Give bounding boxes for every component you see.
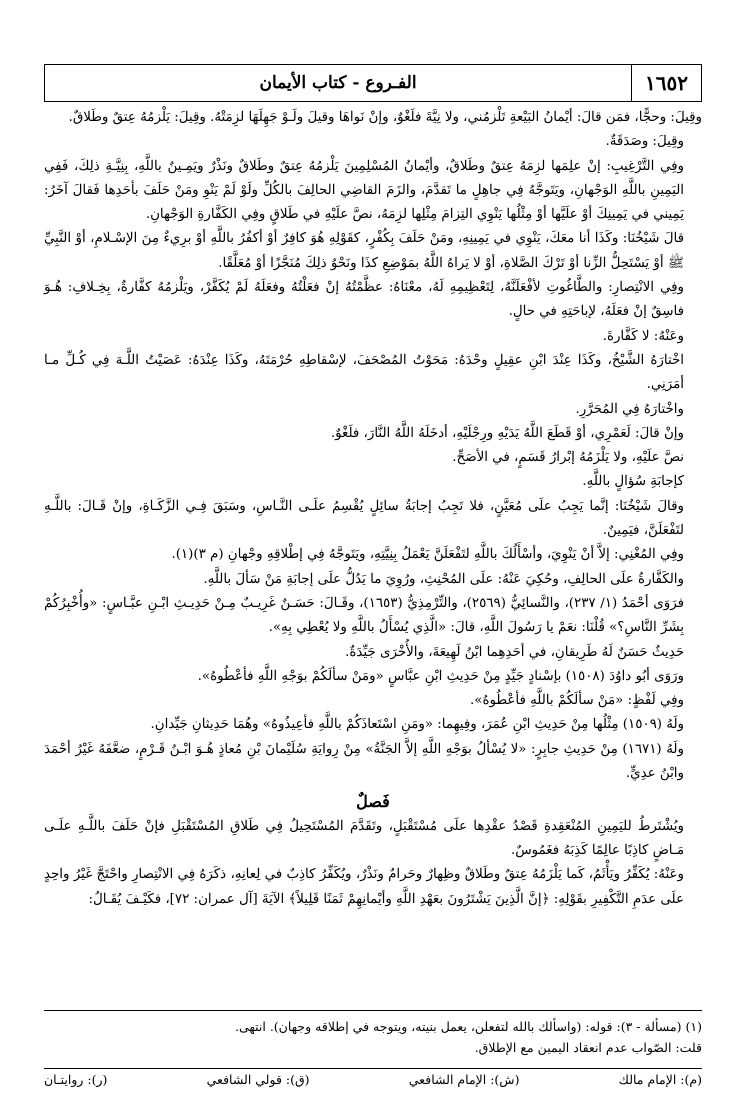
paragraph: وفِي المُغْنِي: إلاَّ أنْ يَنْوِيَ، وأسْأَلُكَ باللَّهِ لتَفْعَلَنَّ يَعْمَلُ بِنِيَّتِهِ، ويَتَوجَّهُ فِي إطْلاقِهِ وجْهانِ (م ٣)(١). — [171, 547, 684, 563]
section-heading: فَصلٌ — [356, 792, 390, 812]
page-number: ١٦٥٢ — [631, 65, 701, 101]
paragraph: نصَّ علَيْهِ، ولا يَلْزَمُهُ إبْرارُ قَسَمٍ، في الأصَحِّ. — [452, 450, 684, 466]
paragraph: كإجابَةِ سُؤالٍ باللَّهِ. — [582, 474, 684, 490]
legend-item-m: (م): الإمام مالك — [618, 1072, 702, 1087]
paragraph: ولَهُ (١٥٠٩) مِثْلُها مِنْ حَدِيثِ ابْنِ عُمَرَ، وفِيهِما: «ومَنِ اسْتَعاذَكُمْ باللَّهِ فأعِيذُوهُ» وهُمَا حَدِيثانِ جَيِّدانِ. — [150, 717, 684, 733]
legend-item-r: (ر): روايتـان — [44, 1072, 108, 1087]
paragraph: وفِي الانْتِصارِ: والطَّاغُوتِ لأفْعَلَنَّهُ، لِتَعْظِيمِهِ لَهُ، معْنَاهُ: عظَّمْتُهُ إنْ فعَلْتُهُ وفعَلَهُ لَمْ يُكَفَّرْ، ويَلْزمُهُ كفَّارةٌ، بِخِـلافِ: هُـوَ فاسِقٌ إنْ فعَلَهُ، لإباحَتِهِ في حالٍ. — [44, 280, 684, 320]
abbreviation-legend — [44, 1072, 702, 1094]
footnote: قلت: الصّواب عدم انعقاد اليمين مع الإطلاق. — [474, 1040, 702, 1055]
paragraph: حَدِيثٌ حَسَنٌ لَهُ طَرِيقانِ، في أحَدِهِما ابْنُ لَهِيعَةَ، والأُخْرَى جَيِّدَةٌ. — [345, 644, 684, 660]
paragraph: وعَنْهُ: يُكَفِّرُ ويَأْثَمُ، كَما يَلْزَمُهُ عِتقٌ وطَلاقٌ وظِهارٌ وحَرامٌ ونَذْرٌ، ويُكَفِّرُ كاذِبٌ في لِعانِهِ، ذكَرَهُ فِي الانْتِصارِ واحْتَجَّ غَيْرُ واحِدٍ علَى عدَمِ التَّكْفِيرِ بقَوْلِهِ: ﴿إنَّ الَّذِينَ يَشْتَرُونَ بعَهْدِ اللَّهِ وأيْمانِهِمْ ثَمَنًا قَلِيلاً﴾ الآيَةَ [آل عمران: ٧٢]، فكَيْـفَ يُقَـالُ: — [44, 867, 684, 907]
footnote-divider — [44, 1010, 702, 1011]
paragraph: واخْتارَهُ فِي المُحَرَّرِ. — [575, 401, 684, 417]
legend-item-q: (ق): قولي الشافعي — [206, 1072, 310, 1087]
page-header — [44, 64, 702, 102]
main-text — [44, 106, 702, 912]
page-title: الفـروع - كتاب الأيمان — [259, 73, 417, 93]
paragraph: فرَوَى أحْمَدُ (١/ ٢٣٧)، والنَّسائِيُّ (٢٥٦٩)، والتِّرْمِذِيُّ (١٦٥٣)، وقَـالَ: حَسَـنٌ غَرِيـبٌ مِـنْ حَدِيـثِ ابْـنِ عبَّـاسٍ: «وأُخْبِرُكُمْ بِشَرِّ النَّاسِ؟» قُلْنَا: نعَمْ يا رَسُولَ اللَّهِ، قالَ: «الَّذِي يُسْأَلُ باللَّهِ ولا يُعْطِي بِهِ». — [44, 595, 684, 636]
paragraph: وقالَ شَيْخُنَا: إنَّما يَجِبُ علَى مُعَيَّنٍ، فلا تَجِبُ إجابَةُ سائِلٍ يُقْسِمُ علَـى النَّـاسِ، وسَبَقَ فِـي الزَّكَـاةِ، وإنْ قَـالَ: باللَّـهِ لتَفْعَلَنَّ، فيَمِينٌ. — [44, 498, 684, 539]
footnotes — [44, 1016, 702, 1058]
paragraph: وإنْ قالَ: لَعَمْرِي، أوْ قَطَعَ اللَّهُ يَدَيْهِ ورِجْلَيْهِ، أدخَلَهُ اللَّهُ النَّارَ، فلَغْوٌ. — [330, 425, 684, 441]
paragraph: وقِيلَ: وحجًّا، فمَن قالَ: أيْمانُ البَيْعةِ تَلْزمُني، ولا نِيَّةَ فلَغْوٌ، وإنْ نَواهَا وقيلَ ولَـوْ جَهِلَهَا لزِمَتْهُ. وقِيلَ: يَلْزمُهُ عِتقٌ وطَلاقٌ. — [68, 110, 702, 125]
paragraph: والكَفَّارةُ علَى الحالِفِ، وحُكِيَ عَنْهُ: علَى المُحْنِثِ، ورُوِيَ ما يَدُلُّ علَى إجابَةِ مَنْ سَألَ باللَّهِ. — [203, 571, 684, 587]
paragraph: قالَ شَيْخُنَا: وكَذَا أنا معَكَ، يَنْوِي في يَمِينِهِ، ومَنْ حَلَفَ بِكُفْرٍ، كقَوْلِهِ هُوَ كافِرٌ أوْ أكفُرُ باللَّهِ أوْ برِيءٌ مِنَ الإسْـلامِ، أوْ النَّبِيِّ ﷺ أوْ يَسْتَحِلُّ الزِّنا أوْ تَرْكَ الصَّلاةِ، أوْ لا يَراهُ اللَّهُ بمَوْضِعِ كذَا ونَحْوُ ذلِكَ مُنَجَّزًا أوْ مُعَلَّقًا. — [44, 231, 684, 271]
paragraph: ويُشْتَرطُ لليَمِينِ المُنْعَقِدةِ قَصْدُ عقْدِها علَى مُسْتَقْبَلٍ، وتَقَدَّمَ المُسْتَحِيلُ فِي طَلاقِ المُسْتَقْبَلِ فإنْ حَلَفَ باللَّـهِ علَـى مَـاضٍ كاذِبًا عالِمًا كَذِبَهُ فغَمُوسٌ. — [44, 818, 684, 858]
legend-item-sh: (ش): الإمام الشافعي — [408, 1072, 520, 1087]
paragraph: وفِي التَّرْغِيبِ: إنْ علِمَها لزِمَهُ عِتقٌ وطَلاقٌ، وأيْمانُ المُسْلِمِينَ يَلْزمُهُ عِتقٌ وطَلاقٌ ونَذْرٌ ويَمِـينٌ باللَّهِ، بِنِيَّـةِ ذلِكَ، فَفِي اليَمِينِ باللَّهِ الوَجْهانِ، ويَتَوجَّهُ فِي جاهِلٍ ما تَقدَّمَ، والزَمَ القاضِي الحالِفَ بالكُلِّ ولَوْ لَمْ يَنْوِ ومَنْ حَلَفَ بأحَدِها فَقالَ آخَرُ: يَمِيني في يَمِينِكَ أوْ علَيَّها أوْ مِثْلُها يَنْوِي التِزامَ مِثْلِها لزِمَهُ، نصَّ علَيْهِ في طَلاقٍ وفِي الكَفَّارةِ الوَجْهانِ. — [44, 158, 684, 223]
paragraph: ورَوَى أبُو داوُدَ (١٥٠٨) بإسْنادٍ جَيِّدٍ مِنْ حَدِيثِ ابْنِ عبَّاسٍ «ومَنْ سألَكُمْ بوَجْهِ اللَّهِ فأعْطُوهُ». — [197, 668, 684, 684]
paragraph: اخْتارَهُ الشَّيْخُ، وكَذَا عِنْدَ ابْنِ عقِيلٍ وحْدَهُ: مَحَوْتُ المُصْحَفَ، لإسْقاطِهِ حُرْمَتَهُ، وكَذَا عِنْدَهُ: عَصَيْتُ اللَّـهَ فِي كُـلِّ مـا أمَرَنِي. — [44, 352, 684, 393]
paragraph-group-2 — [44, 815, 702, 912]
paragraph: وعَنْهُ: لا كَفَّارةَ. — [602, 328, 684, 344]
paragraph: وفِي لَفْظٍ: «مَنْ سألَكُمْ باللَّهِ فأعْطُوهُ». — [470, 693, 684, 709]
paragraph: وقِيلَ: وصَدَقَةٌ. — [605, 134, 684, 150]
footnote: (١) (مسألة - ٣): قوله: (واسألك بالله لتفعلن، يعمل بنيته، ويتوجه في إطلاقه وجهان). انتهى. — [234, 1019, 702, 1034]
legend-divider — [44, 1068, 702, 1069]
paragraph: ولَهُ (١٦٧١) مِنْ حَدِيثِ جابِرٍ: «لا يُسْألُ بوَجْهِ اللَّهِ إلاَّ الجَنَّةُ» مِنْ رِوايَةِ سُلَيْمانَ بْنِ مُعاذٍ هُـوَ ابْـنُ قَـرْمٍ، ضعَّفَهُ غَيْرُ أحْمَدَ وابْنُ عدِيٍّ. — [44, 741, 684, 782]
paragraph-group-1 — [44, 106, 702, 786]
